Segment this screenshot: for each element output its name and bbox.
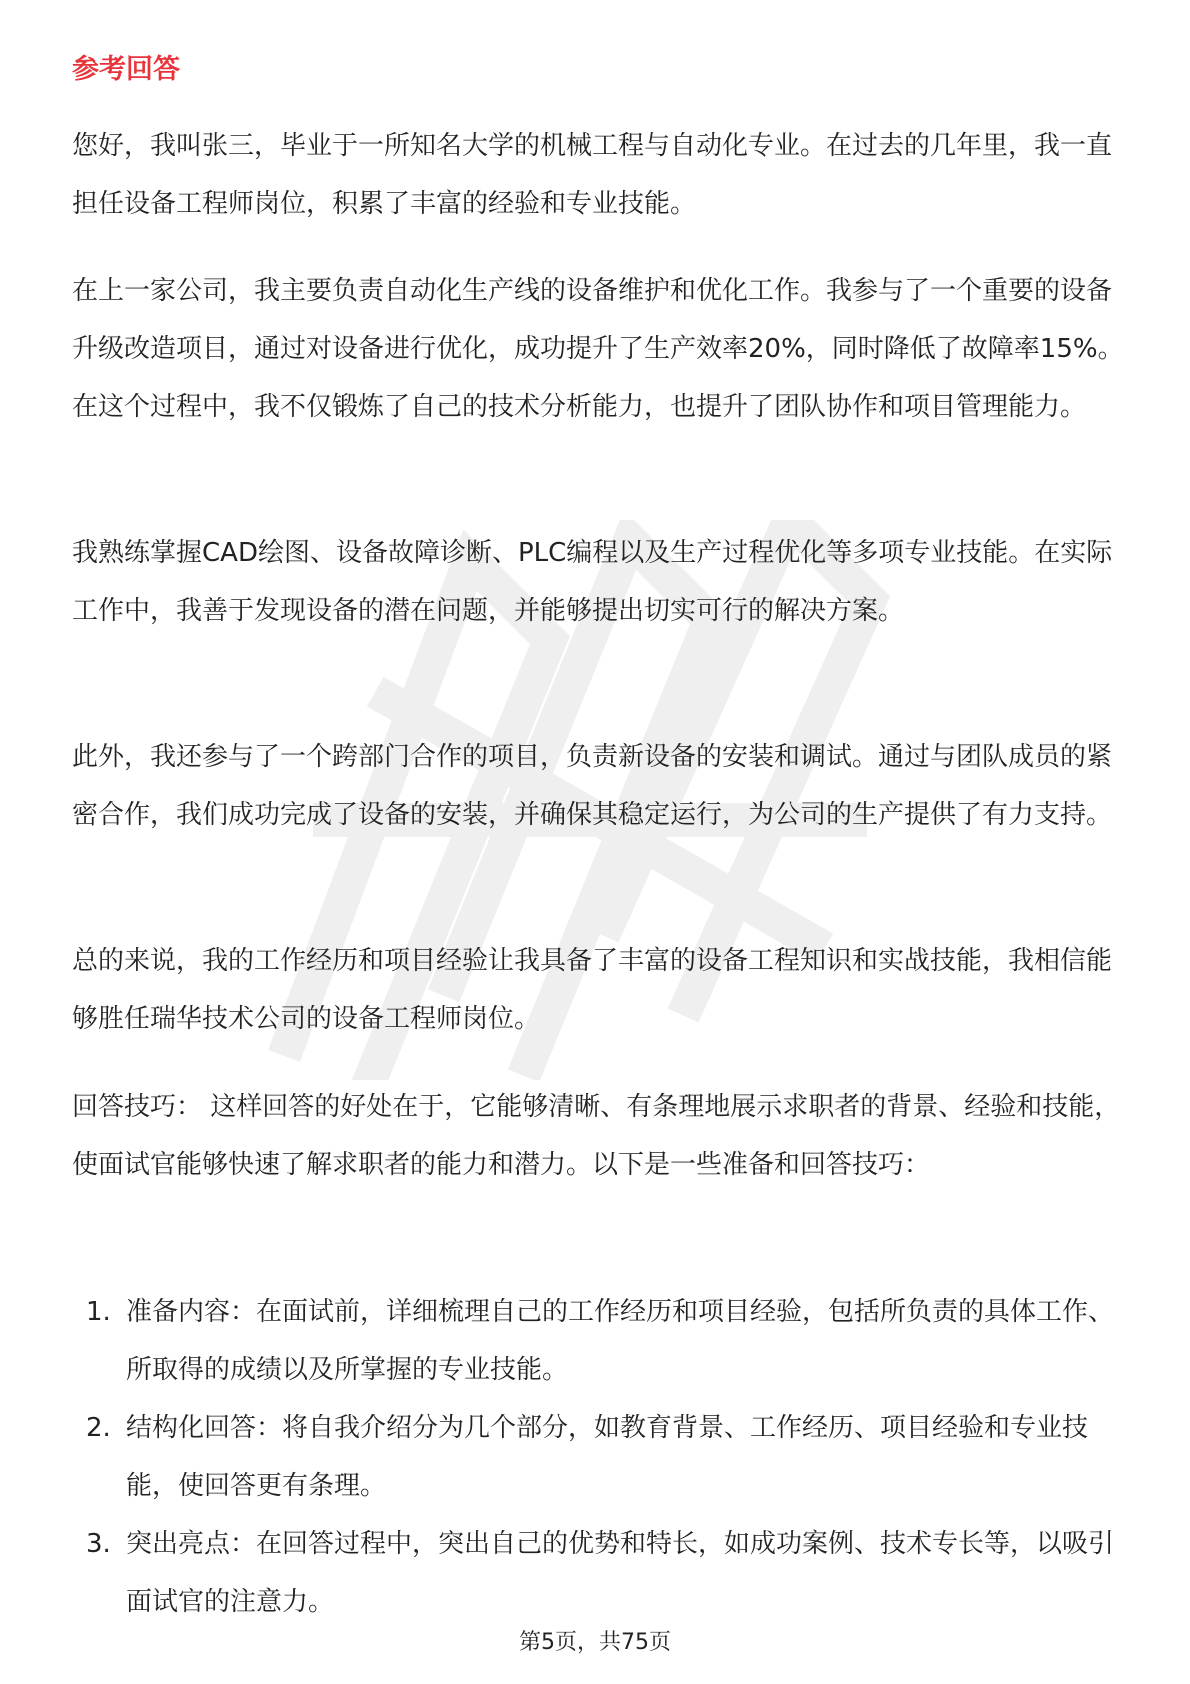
list-number: 1.: [86, 1297, 111, 1327]
list-item: [72, 1283, 1127, 1399]
list-number: 3.: [86, 1529, 111, 1559]
answer-tips-paragraph: 回答技巧： 这样回答的好处在于，它能够清晰、有条理地展示求职者的背景、经验和技能，使面试官能够快速了解求职者的能力和潜力。以下是一些准备和回答技巧：: [72, 1092, 1121, 1180]
list-item-text: 突出亮点：在回答过程中，突出自己的优势和特长，如成功案例、技术专长等，以吸引面试官的注意力。: [126, 1529, 1115, 1617]
paragraph: 总的来说，我的工作经历和项目经验让我具备了丰富的设备工程知识和实战技能，我相信能够胜任瑞华技术公司的设备工程师岗位。: [72, 946, 1113, 1034]
list-item-text: 结构化回答：将自我介绍分为几个部分，如教育背景、工作经历、项目经验和专业技能，使回答更有条理。: [126, 1413, 1089, 1501]
paragraph: 您好，我叫张三，毕业于一所知名大学的机械工程与自动化专业。在过去的几年里，我一直担任设备工程师岗位，积累了丰富的经验和专业技能。: [72, 131, 1113, 219]
list-item: [72, 1515, 1127, 1631]
list-item-text: 准备内容：在面试前，详细梳理自己的工作经历和项目经验，包括所负责的具体工作、所取得的成绩以及所掌握的专业技能。: [126, 1297, 1115, 1385]
page-footer: 第5页，共75页: [519, 1630, 671, 1655]
list-item: [72, 1399, 1127, 1515]
paragraph: 此外，我还参与了一个跨部门合作的项目，负责新设备的安装和调试。通过与团队成员的紧密合作，我们成功完成了设备的安装，并确保其稳定运行，为公司的生产提供了有力支持。: [72, 742, 1113, 830]
paragraph: 在上一家公司，我主要负责自动化生产线的设备维护和优化工作。我参与了一个重要的设备升级改造项目，通过对设备进行优化，成功提升了生产效率20%，同时降低了故障率15%。在这个过程中，我不仅锻炼了自己的技术分析能力，也提升了团队协作和项目管理能力。: [72, 276, 1124, 422]
list-number: 2.: [86, 1413, 111, 1443]
paragraph: 我熟练掌握CAD绘图、设备故障诊断、PLC编程以及生产过程优化等多项专业技能。在实际工作中，我善于发现设备的潜在问题，并能够提出切实可行的解决方案。: [72, 538, 1113, 626]
tips-list: [72, 1283, 1127, 1631]
section-heading: 参考回答: [72, 54, 180, 85]
